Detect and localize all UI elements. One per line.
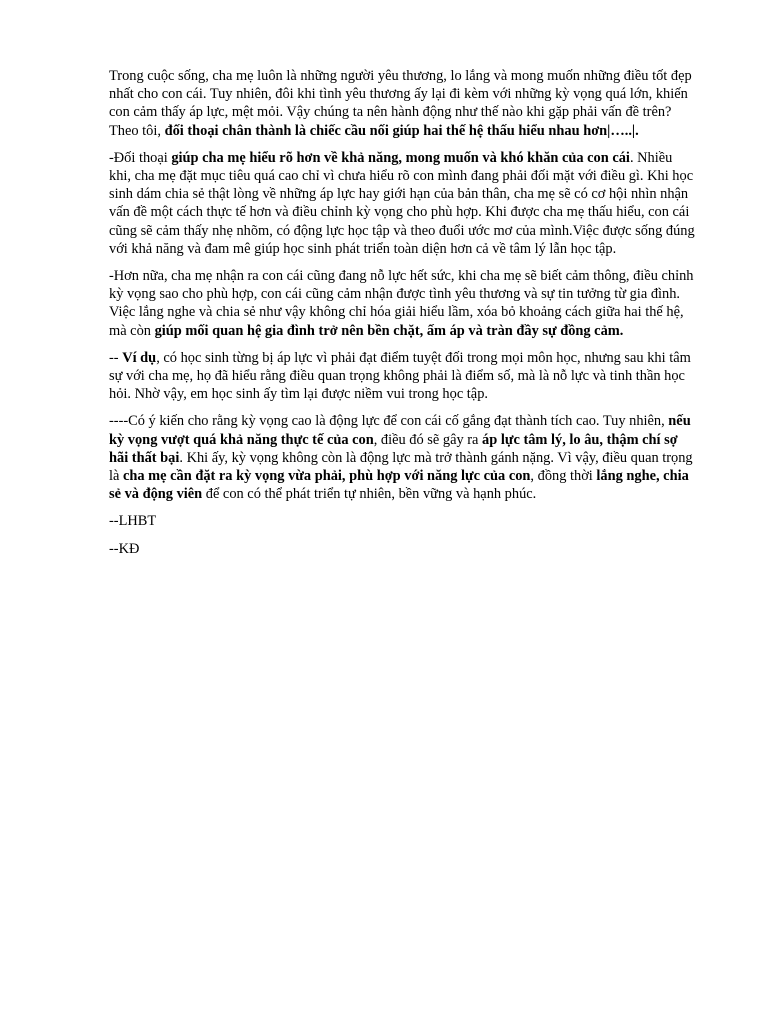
paragraph-intro — [109, 67, 697, 140]
bold-run: giúp mối quan hệ gia đình trở nên bền chặt, ấm áp và tràn đầy sự đồng cảm. — [154, 322, 624, 339]
text-run: để con có thể phát triển tự nhiên, bền vững và hạnh phúc. — [202, 486, 537, 503]
bold-run: đối thoại chân thành là chiếc cầu nối giúp hai thế hệ thấu hiểu nhau hơn|…..|. — [164, 122, 639, 139]
text-run: -- — [109, 349, 123, 366]
document-page — [109, 67, 697, 567]
signature-lhbt — [109, 512, 697, 530]
text-run: -Hơn nữa, cha mẹ nhận ra con cái cũng đang nỗ lực hết sức, khi cha mẹ sẽ biết cảm thông, điều chỉnh kỳ vọng sao cho phù hợp, con cái cũng cảm nhận được tình yêu thương và sự tin tưởng từ gia đình. Việc lắng nghe và chia sẻ như vậy không chỉ hóa giải hiểu lầm, xóa bỏ khoảng cách giữa hai thế hệ, mà còn — [109, 268, 694, 339]
text-run: , đồng thời — [530, 468, 597, 485]
paragraph-example — [109, 349, 697, 404]
text-run: Trong cuộc sống, cha mẹ luôn là những người yêu thương, lo lắng và mong muốn những điều tốt đẹp nhất cho con cái. Tuy nhiên, đôi khi tình yêu thương ấy lại đi kèm với những kỳ vọng quá lớn, khiến con cảm thấy áp lực, mệt mỏi. Vậy chúng ta nên hành động như thế nào khi gặp phải vấn đề trên? Theo tôi, — [109, 68, 692, 139]
paragraph-point-1 — [109, 149, 697, 258]
bold-run: lắng nghe, chia sẻ và động viên — [109, 468, 689, 503]
bold-run: nếu kỳ vọng vượt quá khả năng thực tế của con — [109, 413, 691, 448]
text-run: , điều đó sẽ gây ra — [373, 431, 483, 448]
text-run: -Đối thoại — [109, 149, 172, 166]
text-run: --LHBT — [109, 513, 157, 530]
text-run: . Khi ấy, kỳ vọng không còn là động lực mà trở thành gánh nặng. Vì vậy, điều quan trọng là — [109, 449, 693, 485]
bold-run: Ví dụ — [122, 349, 157, 366]
text-run: . Nhiều khi, cha mẹ đặt mục tiêu quá cao chỉ vì chưa hiểu rõ con mình đang phải đối mặt với điều gì. Khi học sinh dám chia sẻ thật lòng về những áp lực hay giới hạn của bản thân, cha mẹ sẽ có cơ hội nhìn nhận vấn đề một cách thực tế hơn và điều chỉnh kỳ vọng cho phù hợp. Khi được cha mẹ thấu hiểu, con cái cũng sẽ cảm thấy nhẹ nhõm, có động lực học tập và theo đuổi ước mơ của mình.Việc được sống đúng với khả năng và đam mê giúp học sinh phát triển toàn diện hơn cả về tâm lý lẫn học tập. — [109, 149, 695, 257]
paragraph-point-2 — [109, 267, 697, 340]
signature-kd — [109, 540, 697, 558]
text-run: ----Có ý kiến cho rằng kỳ vọng cao là động lực để con cái cố gắng đạt thành tích cao. Tuy nhiên, — [109, 413, 669, 430]
bold-run: cha mẹ cần đặt ra kỳ vọng vừa phải, phù hợp với năng lực của con — [122, 468, 531, 485]
text-run: --KĐ — [109, 540, 140, 557]
bold-run: áp lực tâm lý, lo âu, thậm chí sợ hãi thất bại — [109, 431, 678, 466]
text-run: , có học sinh từng bị áp lực vì phải đạt điểm tuyệt đối trong mọi môn học, nhưng sau khi tâm sự với cha mẹ, họ đã hiểu rằng điều quan trọng không phải là điểm số, mà là nỗ lực và tinh thần học hỏi. Nhờ vậy, em học sinh ấy tìm lại được niềm vui trong học tập. — [109, 349, 691, 403]
bold-run: giúp cha mẹ hiểu rõ hơn về khả năng, mong muốn và khó khăn của con cái — [171, 149, 630, 166]
paragraph-counter — [109, 412, 697, 503]
